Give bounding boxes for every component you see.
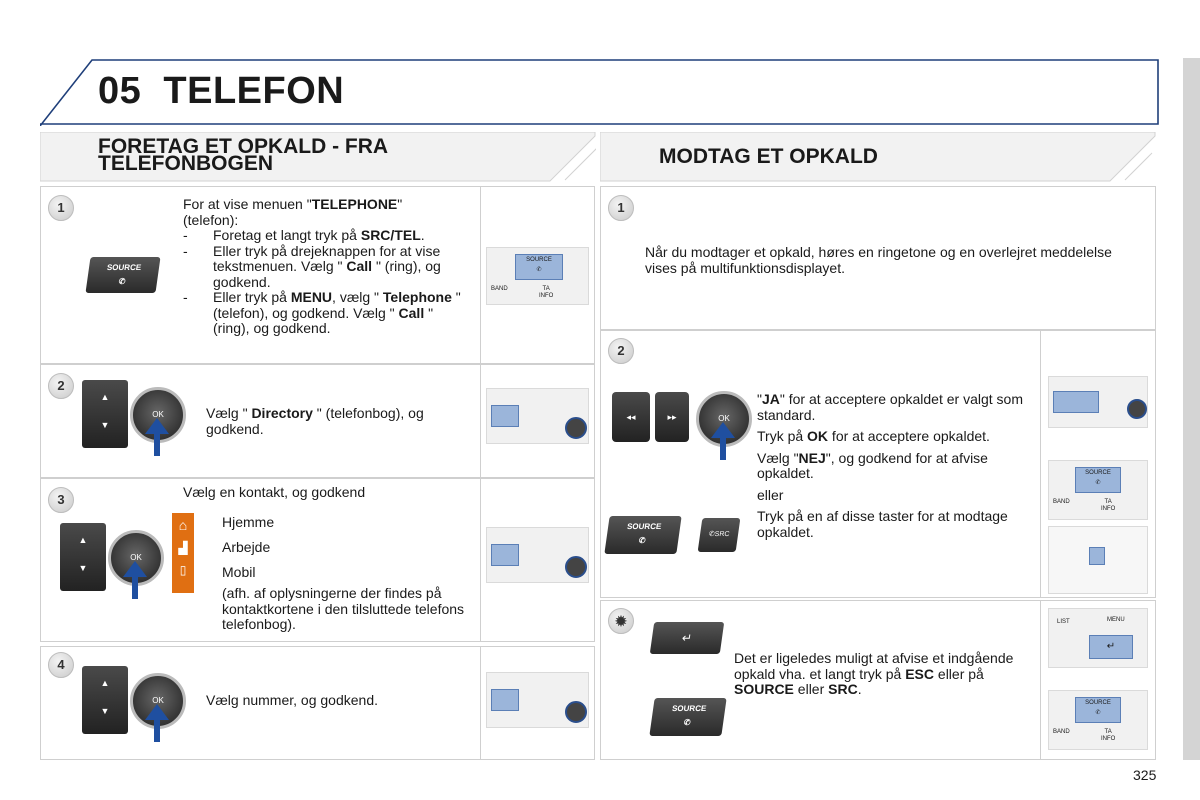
radio-panel-illustration (1048, 690, 1148, 750)
source-button-highlight: SOURCE ✆ (1075, 697, 1121, 723)
updown-highlight (491, 689, 519, 711)
esc-button-highlight: ↵ (1089, 635, 1133, 659)
right-step2-text: "JA" for at acceptere opkaldet er valgt som standard. Tryk på OK for at acceptere opkaldet. Vælg "NEJ", og godkend for at afvise opkaldet. eller Tryk på en af disse taster for at modtage opkaldet. (757, 391, 1023, 540)
band-label: BAND (491, 286, 508, 292)
steering-wheel-illustration (1048, 526, 1148, 594)
left-step3-note: (afh. af oplysningerne der findes på kontaktkortene i den tilsluttede telefons telefonbog). (222, 585, 465, 632)
contact-mobile: Mobil (222, 564, 256, 580)
press-arrow-shaft (154, 434, 160, 456)
radio-panel-illustration (486, 388, 589, 444)
ta-info-label: TA INFO (1101, 499, 1116, 512)
left-title-line1: FORETAG ET OPKALD - FRA (98, 135, 389, 158)
press-arrow-icon (123, 561, 147, 577)
source-button-icon: SOURCE ✆ (604, 516, 681, 554)
ok-knob-icon: OK (130, 673, 186, 729)
contact-type-icons (172, 513, 194, 593)
press-arrow-icon (145, 704, 169, 720)
updown-pad-icon: ▲ ▼ (82, 666, 128, 734)
updown-pad-icon: ▲ ▼ (82, 380, 128, 448)
knob-illustration (565, 417, 587, 439)
radio-panel-illustration (1048, 460, 1148, 520)
rewind-button-icon: ◂◂ (612, 392, 650, 442)
chapter-name: TELEFON (163, 70, 345, 112)
radio-panel-illustration (486, 527, 589, 583)
chapter-number: 05 (98, 70, 142, 112)
ok-knob-icon: OK (108, 530, 164, 586)
source-button-highlight: SOURCE ✆ (1075, 467, 1121, 493)
chapter-side-tab (1183, 58, 1200, 760)
updown-highlight (491, 544, 519, 566)
ok-knob-icon: OK (696, 391, 752, 447)
menu-label: MENU (1107, 617, 1125, 623)
home-icon: ⌂ (178, 517, 188, 533)
left-step2-text: Vælg " Directory " (telefonbog), og godkend. (206, 405, 424, 437)
press-arrow-icon (145, 418, 169, 434)
divider (480, 364, 481, 478)
ok-knob-icon: OK (130, 387, 186, 443)
press-arrow-shaft (720, 438, 726, 460)
source-label: SOURCE (106, 263, 142, 272)
src-button-icon: ✆SRC (698, 518, 741, 552)
press-arrow-shaft (154, 720, 160, 742)
right-section-title: MODTAG ET OPKALD (659, 145, 878, 168)
ta-info-label: TA INFO (539, 286, 554, 299)
lightbulb-icon: ✹ (608, 608, 634, 634)
right-step1-text: Når du modtager et opkald, høres en ringetone og en overlejret meddelelse vises på multifunktionsdisplayet. (645, 244, 1112, 276)
source-button-icon: SOURCE ✆ (85, 257, 160, 293)
step-badge: 2 (48, 373, 74, 399)
updown-pad-icon: ▲ ▼ (60, 523, 106, 591)
contact-home: Hjemme (222, 514, 275, 530)
divider (480, 478, 481, 642)
divider (1040, 600, 1041, 760)
left-step4-text: Vælg nummer, og godkend. (206, 692, 378, 708)
src-button-highlight (1089, 547, 1105, 565)
updown-highlight (491, 405, 519, 427)
step-badge: 4 (48, 652, 74, 678)
step-badge: 1 (48, 195, 74, 221)
radio-panel-illustration (1048, 376, 1148, 428)
press-arrow-shaft (132, 577, 138, 599)
divider (480, 646, 481, 760)
source-button-icon: SOURCE ✆ (649, 698, 726, 736)
esc-button-icon: ↵ (650, 622, 724, 654)
ta-info-label: TA INFO (1101, 729, 1116, 742)
chapter-title (98, 70, 344, 113)
knob-illustration (1127, 399, 1147, 419)
left-step1-text: For at vise menuen "TELEPHONE" (telefon): - Foretag et langt tryk på SRC/TEL. - Eller tryk på drejeknappen for at vise tekstmenuen. Vælg " Call " (ring), og godkend. - Eller tryk på MENU, vælg " Telephone " (telefon), og godkend. Vælg " Call " (ring), og godkend. (183, 197, 473, 337)
factory-icon: ▟ (178, 541, 188, 555)
knob-illustration (565, 701, 587, 723)
list-label: LIST (1057, 619, 1070, 625)
right-tip-text: Det er ligeledes muligt at afvise et indgående opkald vha. et langt tryk på ESC eller på SOURCE eller SRC. (734, 650, 1014, 697)
mobile-phone-icon: ▯ (179, 563, 187, 577)
forward-button-icon: ▸▸ (655, 392, 689, 442)
step-badge: 3 (48, 487, 74, 513)
left-step3-intro: Vælg en kontakt, og godkend (183, 484, 366, 500)
updown-highlight (1053, 391, 1099, 413)
page-number: 325 (1133, 767, 1157, 783)
source-button-highlight: SOURCE ✆ (515, 254, 563, 280)
left-title-line2: TELEFONBOGEN (98, 152, 274, 175)
radio-panel-illustration (486, 247, 589, 305)
contact-work: Arbejde (222, 539, 271, 555)
band-label: BAND (1053, 729, 1070, 735)
left-section-title (98, 135, 389, 175)
step-badge: 2 (608, 338, 634, 364)
divider (480, 186, 481, 364)
press-arrow-icon (711, 422, 735, 438)
band-label: BAND (1053, 499, 1070, 505)
divider (1040, 330, 1041, 598)
knob-illustration (565, 556, 587, 578)
radio-panel-illustration (1048, 608, 1148, 668)
step-badge: 1 (608, 195, 634, 221)
radio-panel-illustration (486, 672, 589, 728)
